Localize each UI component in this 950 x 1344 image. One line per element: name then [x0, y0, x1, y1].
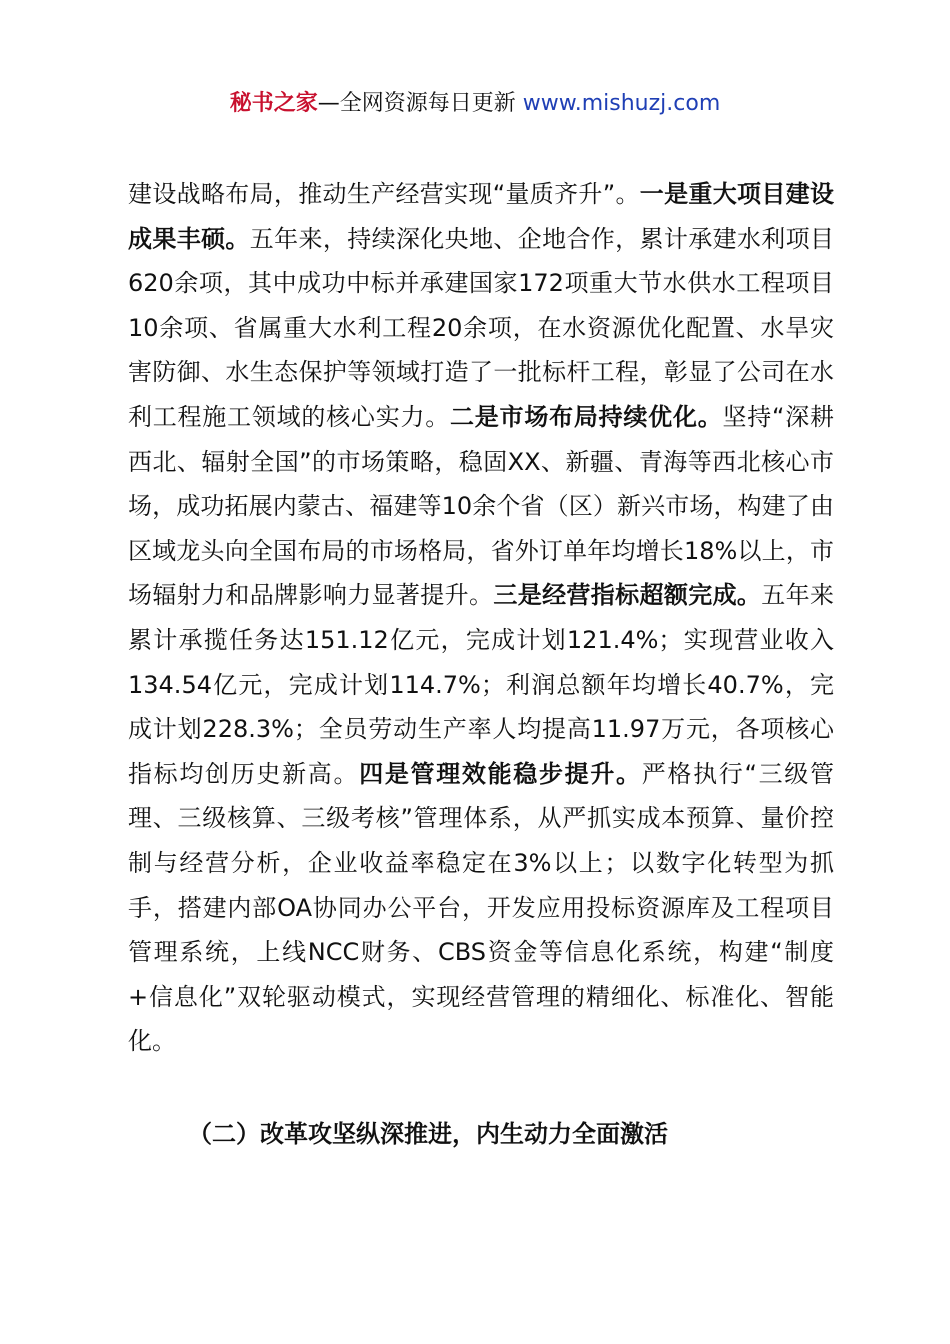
site-url-link[interactable]: www.mishuzj.com — [522, 91, 721, 116]
body-paragraph — [128, 172, 834, 1064]
header-dash: — — [317, 91, 340, 116]
section-heading: （二）改革攻坚纵深推进，内生动力全面激活 — [188, 1120, 668, 1148]
paragraph-text-3: 坚持“深耕西北、辐射全国”的市场策略，稳固XX、新疆、青海等西北核心市场，成功拓展内蒙古、福建等10余个省（区）新兴市场，构建了由区域龙头向全国布局的市场格局，省外订单年均增长18%以上，市场辐射力和品牌影响力显著提升。 — [128, 402, 835, 610]
header-tagline: 全网资源每日更新 — [339, 91, 516, 116]
bold-point-3: 三是经营指标超额完成。 — [493, 581, 762, 610]
bold-point-4: 四是管理效能稳步提升。 — [359, 759, 642, 788]
paragraph-text-4: 五年来累计承揽任务达151.12亿元，完成计划121.4%；实现营业收入134.54亿元，完成计划114.7%；利润总额年均增长40.7%，完成计划228.3%；全员劳动生产率人均提高11.97万元，各项核心指标均创历史新高。 — [128, 581, 835, 788]
bold-point-2: 二是市场布局持续优化。 — [450, 402, 723, 431]
paragraph-text-5: 严格执行“三级管理、三级核算、三级考核”管理体系，从严抓实成本预算、量价控制与经营分析，企业收益率稳定在3%以上；以数字化转型为抓手，搭建内部OA协同办公平台，开发应用投标资源库及工程项目管理系统，上线NCC财务、CBS资金等信息化系统，构建“制度+信息化”双轮驱动模式，实现经营管理的精细化、标准化、智能化。 — [128, 759, 834, 1056]
paragraph-text-1: 建设战略布局，推动生产经营实现“量质齐升”。 — [128, 180, 640, 208]
paragraph-text-2: 五年来，持续深化央地、企地合作，累计承建水利项目620余项，其中成功中标并承建国家172项重大节水供水工程项目10余项、省属重大水利工程20余项，在水资源优化配置、水旱灾害防御、水生态保护等领域打造了一批标杆工程，彰显了公司在水利工程施工领域的核心实力。 — [128, 224, 835, 431]
brand-name: 秘书之家 — [229, 91, 318, 116]
site-header — [0, 88, 950, 120]
bold-point-1: 一是重大项目建设成果丰硕。 — [128, 180, 834, 253]
